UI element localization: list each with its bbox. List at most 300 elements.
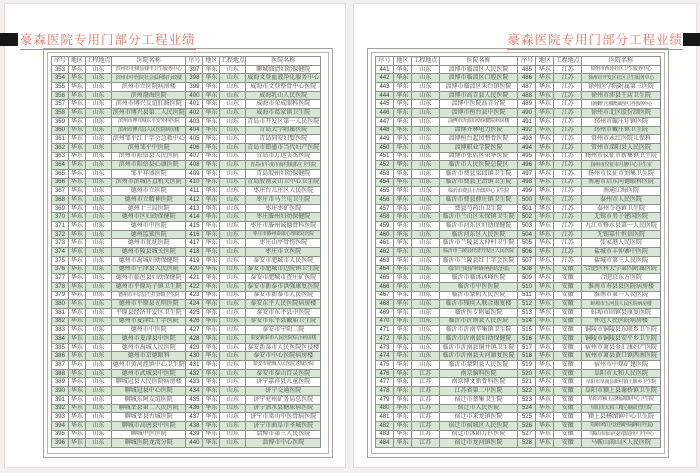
region-cell: 华东 bbox=[393, 187, 411, 196]
hospital-name-cell: 宿州市萧县黄口镇西南医院 bbox=[582, 352, 661, 361]
table-row bbox=[52, 308, 321, 317]
serial-cell: 496 bbox=[518, 161, 536, 170]
serial-cell: 517 bbox=[518, 343, 536, 352]
location-cell: 山东 bbox=[411, 326, 439, 335]
region-cell: 华东 bbox=[203, 143, 220, 152]
region-cell: 华东 bbox=[68, 152, 85, 161]
hospital-name-cell: 颍上县杨湖镇中心卫生院 bbox=[582, 413, 661, 422]
hospital-name-cell: 淄博市第三人民医院 bbox=[246, 430, 321, 439]
table-row bbox=[376, 169, 661, 178]
serial-cell: 390 bbox=[52, 387, 69, 396]
region-cell: 华东 bbox=[536, 282, 554, 291]
location-cell: 山东 bbox=[411, 109, 439, 118]
serial-cell: 365 bbox=[52, 169, 69, 178]
location-cell: 安徽 bbox=[554, 421, 582, 430]
location-cell: 江苏 bbox=[411, 439, 439, 448]
location-cell: 山东 bbox=[411, 117, 439, 126]
serial-cell: 484 bbox=[376, 439, 394, 448]
location-cell: 江苏 bbox=[554, 196, 582, 205]
location-cell: 山东 bbox=[220, 65, 246, 74]
serial-cell: 426 bbox=[186, 317, 203, 326]
hospital-name-cell: 南通市启东同德眼科医院 bbox=[582, 178, 661, 187]
serial-cell: 358 bbox=[52, 109, 69, 118]
location-cell: 山东 bbox=[85, 178, 111, 187]
location-cell: 山东 bbox=[220, 161, 246, 170]
region-cell: 华东 bbox=[68, 196, 85, 205]
serial-cell: 441 bbox=[376, 65, 394, 74]
region-cell: 华东 bbox=[203, 74, 220, 83]
region-cell: 华东 bbox=[393, 317, 411, 326]
location-cell: 山东 bbox=[220, 282, 246, 291]
hospital-name-cell: 德州市临邑县妇幼保健院 bbox=[111, 274, 186, 283]
serial-cell: 406 bbox=[186, 143, 203, 152]
region-cell: 华东 bbox=[68, 317, 85, 326]
serial-cell: 444 bbox=[376, 91, 394, 100]
location-cell: 山东 bbox=[85, 213, 111, 222]
serial-cell: 487 bbox=[518, 83, 536, 92]
region-cell: 华东 bbox=[203, 126, 220, 135]
location-cell: 山东 bbox=[411, 196, 439, 205]
hospital-name-cell: 临沂市蒙阴人民医院 bbox=[439, 291, 518, 300]
hospital-name-cell: 临沂市费县薛庄镇卫生院 bbox=[439, 196, 518, 205]
hospital-name-cell: 德州市禹城人民医院 bbox=[111, 343, 186, 352]
region-cell: 华东 bbox=[393, 91, 411, 100]
serial-cell: 387 bbox=[52, 361, 69, 370]
column-header: 序号 bbox=[52, 57, 69, 66]
location-cell: 山东 bbox=[220, 300, 246, 309]
region-cell: 华东 bbox=[203, 204, 220, 213]
location-cell: 山东 bbox=[220, 369, 246, 378]
location-cell: 山东 bbox=[85, 230, 111, 239]
column-header: 地区 bbox=[68, 57, 85, 66]
hospital-name-cell: 临沂医专附属医院 bbox=[439, 308, 518, 317]
hospital-name-cell: 泰安新泰市人民医院医技楼 bbox=[247, 344, 320, 351]
region-cell: 华东 bbox=[536, 239, 554, 248]
hospital-name-cell: 临沂市兰陵县经济开发区人民医院 bbox=[439, 248, 518, 257]
region-cell: 华东 bbox=[68, 395, 85, 404]
table-row bbox=[376, 256, 661, 265]
serial-cell: 368 bbox=[52, 196, 69, 205]
serial-cell: 422 bbox=[186, 282, 203, 291]
hospital-name-cell: 聊城中医医院 bbox=[111, 430, 186, 439]
table-row bbox=[376, 395, 661, 404]
hospital-name-cell: 德州市平原坊子镇卫生院 bbox=[111, 282, 186, 291]
serial-cell: 413 bbox=[186, 204, 203, 213]
serial-cell: 374 bbox=[52, 248, 69, 257]
hospital-name-cell: 聊城冠县中心医院 bbox=[111, 387, 186, 396]
hospital-name-cell: 临沂市沂南县人民医院 bbox=[439, 317, 518, 326]
location-cell: 山东 bbox=[85, 326, 111, 335]
hospital-name-cell: 徐州市西苑社区卫生服务中心 bbox=[582, 65, 661, 74]
location-cell: 山东 bbox=[85, 317, 111, 326]
location-cell: 山东 bbox=[411, 274, 439, 283]
serial-cell: 505 bbox=[518, 239, 536, 248]
hospital-name-cell: 宿州市中煤矿建医院 bbox=[582, 361, 661, 370]
serial-cell: 513 bbox=[518, 308, 536, 317]
location-cell: 山东 bbox=[85, 239, 111, 248]
table-row bbox=[376, 213, 661, 222]
serial-cell: 389 bbox=[52, 378, 69, 387]
location-cell: 江苏 bbox=[411, 378, 439, 387]
serial-cell: 366 bbox=[52, 178, 69, 187]
region-cell: 华东 bbox=[536, 421, 554, 430]
table-row bbox=[376, 352, 661, 361]
table-row bbox=[376, 109, 661, 118]
region-cell: 华东 bbox=[68, 326, 85, 335]
serial-cell: 478 bbox=[376, 387, 394, 396]
location-cell: 江苏 bbox=[554, 100, 582, 109]
hospital-name-cell: 德州市区妇幼保健院 bbox=[111, 213, 186, 222]
location-cell: 山东 bbox=[411, 187, 439, 196]
hospital-name-cell: 德州市陵县城关医院 bbox=[111, 248, 186, 257]
location-cell: 山东 bbox=[85, 100, 111, 109]
region-cell: 华东 bbox=[203, 369, 220, 378]
location-cell: 山东 bbox=[85, 430, 111, 439]
region-cell: 华东 bbox=[393, 213, 411, 222]
region-cell: 华东 bbox=[536, 230, 554, 239]
hospital-name-cell: 马鞍山雨山区人民医院 bbox=[582, 439, 661, 448]
table-row bbox=[376, 335, 661, 344]
region-cell: 华东 bbox=[68, 274, 85, 283]
region-cell: 华东 bbox=[536, 213, 554, 222]
hospital-name-cell: 聊城莘县古城医院 bbox=[111, 413, 186, 422]
serial-cell: 447 bbox=[376, 117, 394, 126]
serial-cell: 355 bbox=[52, 83, 69, 92]
region-cell: 华东 bbox=[536, 404, 554, 413]
region-cell: 华东 bbox=[393, 352, 411, 361]
table-row bbox=[52, 404, 321, 413]
region-cell: 华东 bbox=[203, 274, 220, 283]
location-cell: 山东 bbox=[220, 196, 246, 205]
serial-cell: 515 bbox=[518, 326, 536, 335]
serial-cell: 454 bbox=[376, 178, 394, 187]
serial-cell: 525 bbox=[518, 413, 536, 422]
region-cell: 华东 bbox=[536, 187, 554, 196]
serial-cell: 490 bbox=[518, 109, 536, 118]
hospital-name-cell: 淮南市第一人民医院 bbox=[582, 291, 661, 300]
table-row bbox=[376, 378, 661, 387]
serial-cell: 457 bbox=[376, 204, 394, 213]
hospital-name-cell: 滨州市滨城区直机关医院 bbox=[111, 178, 186, 187]
location-cell: 山东 bbox=[411, 161, 439, 170]
region-cell: 华东 bbox=[393, 430, 411, 439]
region-cell: 华东 bbox=[203, 169, 220, 178]
region-cell: 华东 bbox=[68, 65, 85, 74]
serial-cell: 479 bbox=[376, 395, 394, 404]
hospital-name-cell: 泰安新泰市人民医院综合病房楼 bbox=[246, 335, 321, 344]
serial-cell: 494 bbox=[518, 143, 536, 152]
serial-cell: 405 bbox=[186, 135, 203, 144]
serial-cell: 477 bbox=[376, 378, 394, 387]
serial-cell: 483 bbox=[376, 430, 394, 439]
hospital-name-cell: 阜阳市颍上县谢桥镇卫生院 bbox=[582, 387, 661, 396]
serial-cell: 439 bbox=[186, 430, 203, 439]
serial-cell: 433 bbox=[186, 378, 203, 387]
serial-cell: 420 bbox=[186, 265, 203, 274]
location-cell: 山东 bbox=[220, 169, 246, 178]
hospital-name-cell: 宿迁市龙河镇医院 bbox=[439, 439, 518, 448]
location-cell: 江苏 bbox=[411, 413, 439, 422]
region-cell: 华东 bbox=[68, 117, 85, 126]
location-cell: 安徽 bbox=[554, 335, 582, 344]
column-header: 工程地点 bbox=[86, 57, 111, 64]
hospital-name-cell: 滨州邹平中医院 bbox=[111, 143, 186, 152]
location-cell: 江苏 bbox=[554, 178, 582, 187]
region-cell: 华东 bbox=[393, 117, 411, 126]
column-header: 工程地点 bbox=[555, 57, 580, 64]
table-row bbox=[52, 230, 321, 239]
region-cell: 华东 bbox=[203, 326, 220, 335]
serial-cell: 508 bbox=[518, 265, 536, 274]
serial-cell: 399 bbox=[186, 83, 203, 92]
hospital-name-cell: 泰安市中心医院病房楼 bbox=[246, 352, 321, 361]
table-row bbox=[376, 413, 661, 422]
region-cell: 华东 bbox=[68, 282, 85, 291]
table-row bbox=[52, 326, 321, 335]
region-cell: 华东 bbox=[393, 274, 411, 283]
serial-cell: 419 bbox=[186, 256, 203, 265]
region-cell: 华东 bbox=[68, 308, 85, 317]
region-cell: 华东 bbox=[536, 430, 554, 439]
region-cell: 华东 bbox=[68, 83, 85, 92]
hospital-name-cell: 滨州市阳信县人民医院 bbox=[111, 152, 186, 161]
hospital-name-cell: 淄博职业学院医院 bbox=[439, 143, 518, 152]
serial-cell: 377 bbox=[52, 274, 69, 283]
region-cell: 华东 bbox=[68, 291, 85, 300]
location-cell: 山东 bbox=[220, 100, 246, 109]
serial-cell: 427 bbox=[186, 326, 203, 335]
serial-cell: 482 bbox=[376, 421, 394, 430]
region-cell: 华东 bbox=[393, 239, 411, 248]
hospital-name-cell: 滨州渤海医院 bbox=[111, 91, 186, 100]
location-cell: 山东 bbox=[220, 239, 246, 248]
region-cell: 华东 bbox=[203, 282, 220, 291]
results-table bbox=[375, 56, 661, 448]
location-cell: 山东 bbox=[85, 265, 111, 274]
location-cell: 江苏 bbox=[554, 65, 582, 74]
hospital-name-cell: 青岛市万达美杰医院 bbox=[246, 152, 321, 161]
serial-cell: 395 bbox=[52, 430, 69, 439]
hospital-name-cell: 临沂市沂南辛集镇卫生院 bbox=[439, 326, 518, 335]
region-cell: 华东 bbox=[393, 83, 411, 92]
table-row bbox=[376, 317, 661, 326]
location-cell: 山东 bbox=[85, 222, 111, 231]
region-cell: 华东 bbox=[536, 248, 554, 257]
table-row bbox=[376, 361, 661, 370]
location-cell: 安徽 bbox=[554, 282, 582, 291]
hospital-name-cell: 常州市永红医院儿保科 bbox=[582, 135, 661, 144]
table-row bbox=[376, 143, 661, 152]
location-cell: 山东 bbox=[220, 361, 246, 370]
hospital-name-cell: 德州市优抚医院 bbox=[111, 239, 186, 248]
location-cell: 山东 bbox=[220, 291, 246, 300]
hospital-name-cell: 南京脑科医院 bbox=[439, 369, 518, 378]
serial-cell: 504 bbox=[518, 230, 536, 239]
location-cell: 山东 bbox=[411, 248, 439, 257]
location-cell: 山东 bbox=[220, 91, 246, 100]
hospital-name-cell: 临沂市蒙阴县人民医院 bbox=[439, 361, 518, 370]
region-cell: 华东 bbox=[203, 91, 220, 100]
location-cell: 山东 bbox=[85, 83, 111, 92]
region-cell: 华东 bbox=[203, 256, 220, 265]
region-cell: 华东 bbox=[536, 256, 554, 265]
serial-cell: 520 bbox=[518, 369, 536, 378]
table-header-row bbox=[376, 57, 661, 66]
region-cell: 华东 bbox=[393, 178, 411, 187]
location-cell: 安徽 bbox=[554, 308, 582, 317]
hospital-name-cell: 济宁兖州矿务局总医院 bbox=[246, 395, 321, 404]
region-cell: 华东 bbox=[536, 335, 554, 344]
region-cell: 华东 bbox=[393, 74, 411, 83]
serial-cell: 385 bbox=[52, 343, 69, 352]
region-cell: 华东 bbox=[68, 74, 85, 83]
table-inner-frame bbox=[47, 52, 329, 454]
hospital-name-cell: 滨州市立医院病房楼 bbox=[111, 83, 186, 92]
location-cell: 山东 bbox=[220, 230, 246, 239]
column-header: 序号 bbox=[186, 57, 203, 66]
region-cell: 华东 bbox=[68, 230, 85, 239]
location-cell: 山东 bbox=[85, 282, 111, 291]
serial-cell: 526 bbox=[518, 421, 536, 430]
serial-cell: 491 bbox=[518, 117, 536, 126]
location-cell: 山东 bbox=[220, 352, 246, 361]
region-cell: 华东 bbox=[203, 308, 220, 317]
hospital-name-cell: 泰安市新泰市人民医院 bbox=[246, 291, 321, 300]
location-cell: 山东 bbox=[85, 343, 111, 352]
serial-cell: 401 bbox=[186, 100, 203, 109]
serial-cell: 519 bbox=[518, 361, 536, 370]
location-cell: 山东 bbox=[220, 256, 246, 265]
location-cell: 安徽 bbox=[554, 369, 582, 378]
location-cell: 山东 bbox=[85, 143, 111, 152]
hospital-name-cell: 扬州市仪征市月塘中心卫生室 bbox=[582, 161, 661, 170]
hospital-name-cell: 淄博市临淄区朱台镇医院 bbox=[439, 83, 518, 92]
serial-cell: 438 bbox=[186, 421, 203, 430]
location-cell: 山东 bbox=[85, 74, 111, 83]
table-row bbox=[376, 222, 661, 231]
hospital-name-cell: 邳州市戴庄镇卫生院 bbox=[582, 126, 661, 135]
region-cell: 华东 bbox=[393, 395, 411, 404]
region-cell: 华东 bbox=[203, 265, 220, 274]
region-cell: 华东 bbox=[393, 161, 411, 170]
region-cell: 华东 bbox=[203, 404, 220, 413]
hospital-name-cell: 临沂市残疾人联合康复楼 bbox=[439, 300, 518, 309]
region-cell: 华东 bbox=[393, 421, 411, 430]
serial-cell: 466 bbox=[376, 282, 394, 291]
region-cell: 华东 bbox=[68, 300, 85, 309]
table-row bbox=[376, 430, 661, 439]
region-cell: 华东 bbox=[203, 248, 220, 257]
location-cell: 山东 bbox=[220, 248, 246, 257]
hospital-name-cell: 泰州市人民医院 bbox=[582, 196, 661, 205]
serial-cell: 456 bbox=[376, 196, 394, 205]
region-cell: 华东 bbox=[68, 439, 85, 448]
serial-cell: 512 bbox=[518, 300, 536, 309]
hospital-name-cell: 青岛胶州妇幼保健院 bbox=[246, 169, 321, 178]
region-cell: 华东 bbox=[536, 196, 554, 205]
hospital-name-cell: 德州市中医院 bbox=[111, 326, 186, 335]
location-cell: 山东 bbox=[85, 126, 111, 135]
table-row bbox=[376, 126, 661, 135]
table-row bbox=[52, 100, 321, 109]
hospital-name-cell: 德州市宁津县人民医院 bbox=[111, 265, 186, 274]
serial-cell: 391 bbox=[52, 395, 69, 404]
region-cell: 华东 bbox=[68, 213, 85, 222]
hospital-name-cell: 宿迁市来龙镇医院 bbox=[439, 413, 518, 422]
location-cell: 山东 bbox=[411, 169, 439, 178]
serial-cell: 492 bbox=[518, 126, 536, 135]
location-cell: 山东 bbox=[85, 421, 111, 430]
region-cell: 华东 bbox=[203, 239, 220, 248]
location-cell: 山东 bbox=[411, 152, 439, 161]
region-cell: 华东 bbox=[68, 204, 85, 213]
region-cell: 华东 bbox=[68, 378, 85, 387]
hospital-name-cell: 临沂市兰山区朱保镇卫生院 bbox=[439, 213, 518, 222]
hospital-name-cell: 淄博桓台起凤整骨医院 bbox=[439, 135, 518, 144]
table-row bbox=[52, 109, 321, 118]
table-row bbox=[376, 65, 661, 74]
region-cell: 华东 bbox=[68, 248, 85, 257]
location-cell: 山东 bbox=[411, 239, 439, 248]
hospital-name-cell: 淄博市桓台县中医院 bbox=[439, 109, 518, 118]
location-cell: 江苏 bbox=[554, 256, 582, 265]
region-cell: 华东 bbox=[536, 361, 554, 370]
location-cell: 山东 bbox=[411, 352, 439, 361]
table-row bbox=[52, 395, 321, 404]
hospital-name-cell: 淄博市张店区荣华医院 bbox=[439, 152, 518, 161]
serial-cell: 428 bbox=[186, 335, 203, 344]
location-cell: 山东 bbox=[411, 100, 439, 109]
hospital-name-cell: 阜阳市太和三精心脑血管医院 bbox=[582, 404, 661, 413]
document-page-right bbox=[353, 3, 697, 468]
location-cell: 山东 bbox=[220, 439, 246, 448]
table-row bbox=[52, 213, 321, 222]
serial-cell: 437 bbox=[186, 413, 203, 422]
serial-cell: 360 bbox=[52, 126, 69, 135]
region-cell: 华东 bbox=[203, 109, 220, 118]
location-cell: 山东 bbox=[411, 300, 439, 309]
location-cell: 山东 bbox=[411, 178, 439, 187]
location-cell: 山东 bbox=[85, 135, 111, 144]
table-row bbox=[52, 378, 321, 387]
hospital-name-cell: 泰安市宁阳二院 bbox=[246, 326, 321, 335]
hospital-name-cell: 无锡市男子建国医院 bbox=[582, 213, 661, 222]
region-cell: 华东 bbox=[536, 83, 554, 92]
column-header: 地区 bbox=[393, 57, 411, 66]
region-cell: 华东 bbox=[393, 308, 411, 317]
hospital-name-cell: 泰安东平人民医院病房楼 bbox=[246, 300, 321, 309]
region-cell: 华东 bbox=[536, 395, 554, 404]
serial-cell: 464 bbox=[376, 265, 394, 274]
hospital-name-cell: 滨州邹平红十字会急救中心 bbox=[112, 136, 185, 143]
hospital-name-cell: 临沂市沂南县天河康复医院 bbox=[439, 352, 518, 361]
location-cell: 山东 bbox=[220, 178, 246, 187]
region-cell: 华东 bbox=[203, 117, 220, 126]
serial-cell: 528 bbox=[518, 439, 536, 448]
table-row bbox=[52, 274, 321, 283]
serial-cell: 403 bbox=[186, 117, 203, 126]
region-cell: 华东 bbox=[393, 248, 411, 257]
location-cell: 山东 bbox=[220, 274, 246, 283]
hospital-name-cell: 铜陵市铜陵县安平乡卫生院 bbox=[582, 335, 661, 344]
serial-cell: 393 bbox=[52, 413, 69, 422]
hospital-name-cell: 阜阳市阜南县新村镇王堰乡卫生院 bbox=[582, 378, 661, 387]
hospital-name-cell: 淄博市中心医院 bbox=[246, 439, 321, 448]
location-cell: 安徽 bbox=[554, 265, 582, 274]
location-cell: 山东 bbox=[411, 143, 439, 152]
location-cell: 江苏 bbox=[554, 152, 582, 161]
hospital-name-cell: 淄博中医院高青分院 bbox=[439, 100, 518, 109]
